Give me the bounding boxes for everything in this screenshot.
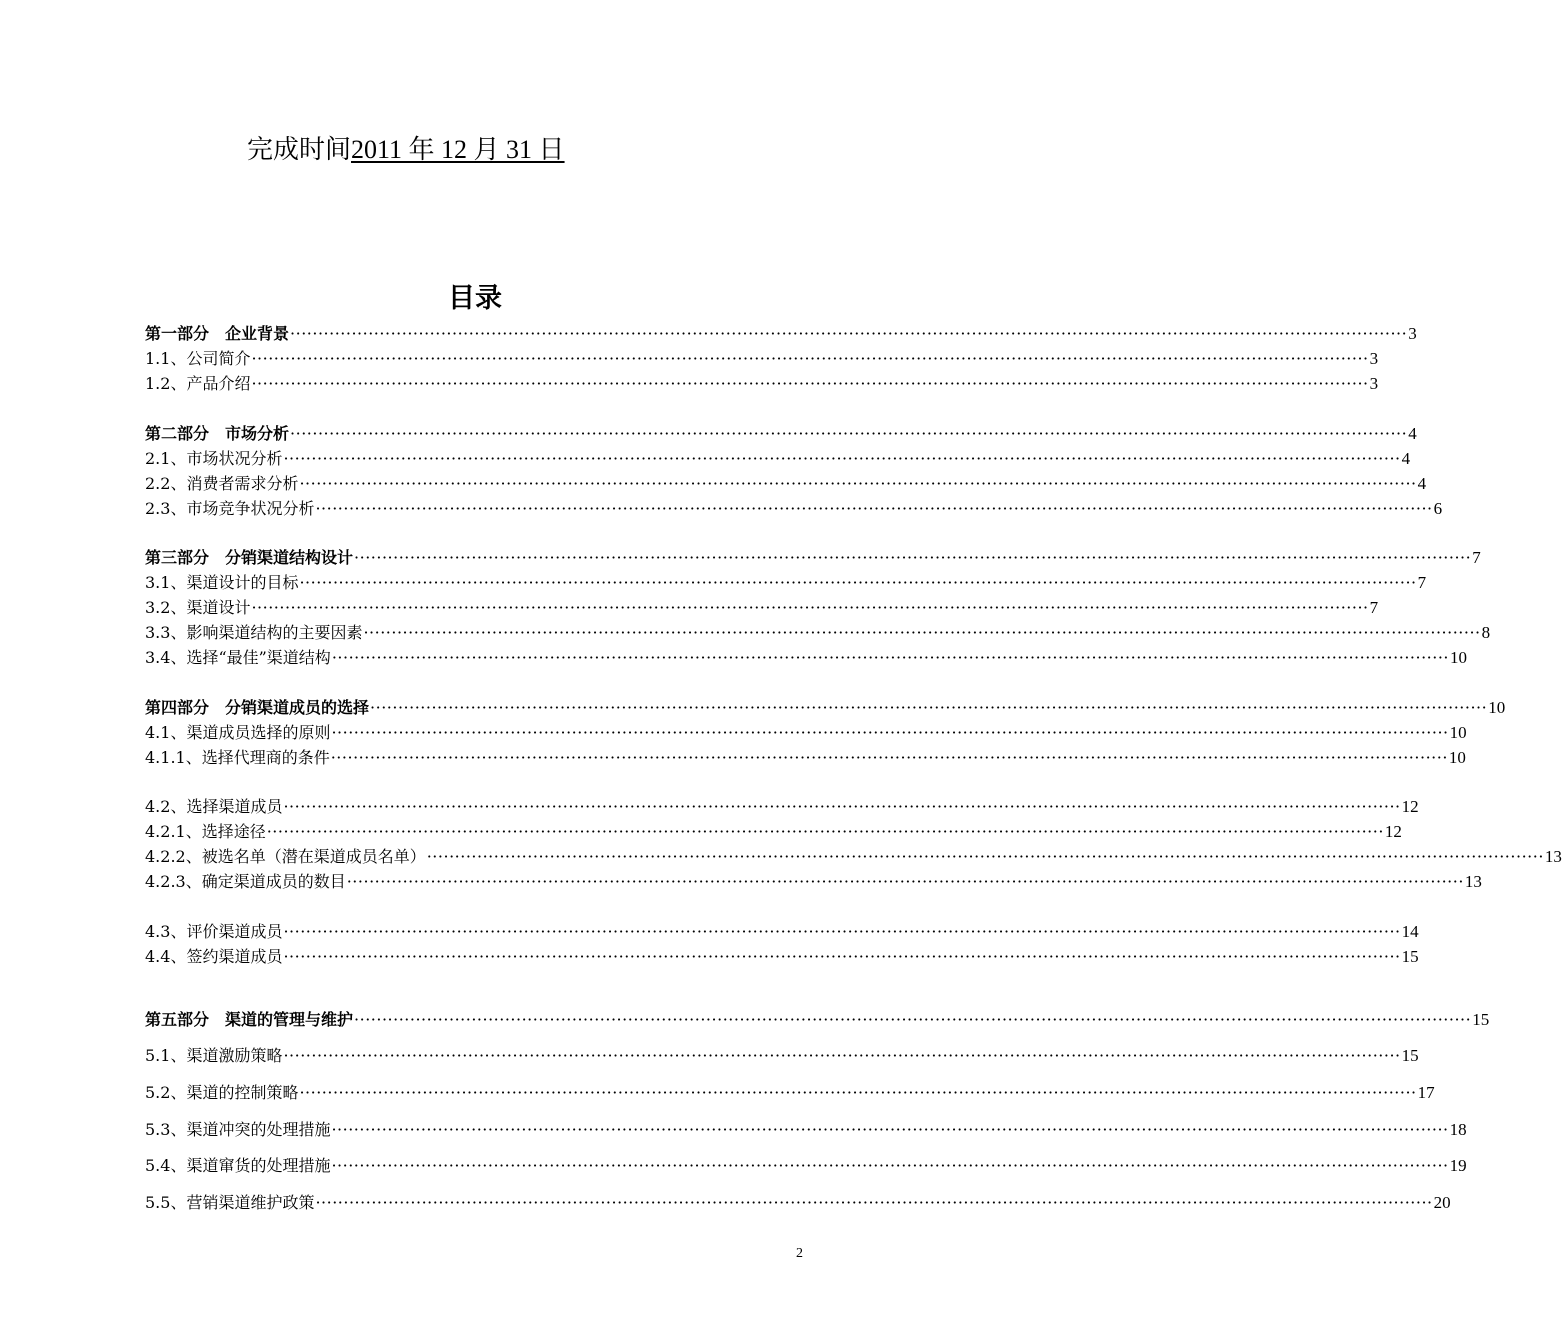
toc-page-number: 8	[1481, 623, 1491, 642]
toc-page-number: 13	[1544, 847, 1562, 866]
toc-entry[interactable]: 2.2、消费者需求分析 ········································································································································································································ 4	[145, 474, 1427, 493]
completion-date-value: 2011 年 12 月 31 日	[351, 135, 565, 164]
toc-entry[interactable]: 第一部分 企业背景 ········································································································································································································ 3	[145, 324, 1417, 343]
toc-page-number: 4	[1401, 449, 1411, 468]
toc-entry[interactable]: 4.1.1、选择代理商的条件 ········································································································································································································ 10	[145, 748, 1466, 767]
toc-leader-dots: ········································································································································································································	[354, 548, 1472, 567]
toc-page-number: 4	[1417, 474, 1427, 493]
toc-title: 目录	[448, 283, 502, 314]
toc-entry[interactable]: 2.3、市场竞争状况分析 ········································································································································································································ 6	[145, 499, 1443, 518]
toc-leader-dots: ········································································································································································································	[283, 1046, 1401, 1065]
toc-leader-dots: ········································································································································································································	[290, 324, 1408, 343]
toc-leader-dots: ········································································································································································································	[370, 698, 1488, 717]
toc-entry[interactable]: 3.2、渠道设计 ········································································································································································································ 7	[145, 598, 1379, 617]
toc-entry[interactable]: 2.1、市场状况分析 ········································································································································································································ 4	[145, 449, 1411, 468]
toc-entry[interactable]: 3.3、影响渠道结构的主要因素 ········································································································································································································ 8	[145, 623, 1491, 642]
toc-page-number: 6	[1433, 499, 1443, 518]
toc-leader-dots: ········································································································································································································	[331, 723, 1449, 742]
toc-entry[interactable]: 4.2.1、选择途径 ········································································································································································································ 12	[145, 822, 1402, 841]
toc-leader-dots: ········································································································································································································	[251, 374, 1369, 393]
toc-entry[interactable]: 4.4、签约渠道成员 ········································································································································································································ 15	[145, 947, 1419, 966]
toc-entry[interactable]: 第四部分 分销渠道成员的选择 ········································································································································································································ 10	[145, 698, 1506, 717]
toc-leader-dots: ········································································································································································································	[266, 822, 1384, 841]
toc-leader-dots: ········································································································································································································	[299, 474, 1417, 493]
toc-page-number: 18	[1449, 1120, 1467, 1139]
toc-leader-dots: ········································································································································································································	[251, 349, 1369, 368]
toc-entry[interactable]: 4.2.2、被选名单（潜在渠道成员名单） ········································································································································································································ 13	[145, 847, 1562, 866]
toc-leader-dots: ········································································································································································································	[315, 499, 1433, 518]
toc-entry[interactable]: 4.3、评价渠道成员 ········································································································································································································ 14	[145, 922, 1419, 941]
toc-page-number: 12	[1401, 797, 1419, 816]
toc-entry[interactable]: 4.1、渠道成员选择的原则 ········································································································································································································ 10	[145, 723, 1467, 742]
toc-page-number: 10	[1488, 698, 1506, 717]
toc-leader-dots: ········································································································································································································	[283, 947, 1401, 966]
toc-entry[interactable]: 5.4、渠道窜货的处理措施 ········································································································································································································ 19	[145, 1156, 1467, 1175]
toc-entry[interactable]: 1.1、公司简介 ········································································································································································································ 3	[145, 349, 1379, 368]
toc-page-number: 15	[1401, 947, 1419, 966]
toc-leader-dots: ········································································································································································································	[426, 847, 1544, 866]
toc-leader-dots: ········································································································································································································	[283, 797, 1401, 816]
toc-page-number: 7	[1417, 573, 1427, 592]
toc-page-number: 17	[1417, 1083, 1435, 1102]
completion-label: 完成时间	[247, 135, 352, 165]
toc-entry[interactable]: 5.3、渠道冲突的处理措施 ········································································································································································································ 18	[145, 1120, 1467, 1139]
toc-entry[interactable]: 3.4、选择“最佳”渠道结构 ········································································································································································································ 10	[145, 648, 1467, 667]
toc-page-number: 10	[1448, 748, 1466, 767]
toc-leader-dots: ········································································································································································································	[299, 1083, 1417, 1102]
toc-leader-dots: ········································································································································································································	[331, 648, 1449, 667]
toc-leader-dots: ········································································································································································································	[330, 748, 1448, 767]
toc-page-number: 10	[1450, 648, 1467, 667]
toc-entry[interactable]: 第三部分 分销渠道结构设计 ········································································································································································································ 7	[145, 548, 1481, 567]
toc-page-number: 14	[1401, 922, 1419, 941]
toc-page-number: 3	[1408, 324, 1417, 343]
toc-entry[interactable]: 3.1、渠道设计的目标 ········································································································································································································ 7	[145, 573, 1427, 592]
toc-leader-dots: ········································································································································································································	[251, 598, 1369, 617]
toc-entry[interactable]: 4.2、选择渠道成员 ········································································································································································································ 12	[145, 797, 1419, 816]
toc-entry[interactable]: 1.2、产品介绍 ········································································································································································································ 3	[145, 374, 1379, 393]
toc-leader-dots: ········································································································································································································	[354, 1010, 1472, 1029]
toc-entry[interactable]: 4.2.3、确定渠道成员的数目 ········································································································································································································ 13	[145, 872, 1482, 891]
toc-leader-dots: ········································································································································································································	[283, 922, 1401, 941]
toc-page-number: 4	[1408, 424, 1417, 443]
toc-entry[interactable]: 第二部分 市场分析 ········································································································································································································ 4	[145, 424, 1417, 443]
toc-page-number: 7	[1472, 548, 1481, 567]
toc-page-number: 3	[1369, 349, 1379, 368]
toc-leader-dots: ········································································································································································································	[346, 872, 1464, 891]
toc-page-number: 13	[1464, 872, 1482, 891]
toc-page-number: 15	[1472, 1010, 1490, 1029]
toc-page-number: 15	[1401, 1046, 1419, 1065]
toc-leader-dots: ········································································································································································································	[283, 449, 1401, 468]
toc-leader-dots: ········································································································································································································	[363, 623, 1481, 642]
toc-entry[interactable]: 5.1、渠道激励策略 ········································································································································································································ 15	[145, 1046, 1419, 1065]
toc-entry[interactable]: 5.2、渠道的控制策略 ········································································································································································································ 17	[145, 1083, 1435, 1102]
toc-leader-dots: ········································································································································································································	[315, 1193, 1433, 1212]
toc-page-number: 19	[1449, 1156, 1467, 1175]
toc-page-number: 12	[1384, 822, 1402, 841]
toc-entry[interactable]: 5.5、营销渠道维护政策 ········································································································································································································ 20	[145, 1193, 1451, 1212]
footer-page-number: 2	[796, 1246, 803, 1261]
toc-leader-dots: ········································································································································································································	[331, 1120, 1449, 1139]
toc-page-number: 7	[1369, 598, 1379, 617]
toc-leader-dots: ········································································································································································································	[331, 1156, 1449, 1175]
toc-entry[interactable]: 第五部分 渠道的管理与维护 ········································································································································································································ 15	[145, 1010, 1490, 1029]
completion-date-line	[247, 132, 646, 168]
toc-leader-dots: ········································································································································································································	[299, 573, 1417, 592]
toc-page-number: 20	[1433, 1193, 1451, 1212]
toc-leader-dots: ········································································································································································································	[290, 424, 1408, 443]
toc-page-number: 10	[1449, 723, 1467, 742]
toc-page-number: 3	[1369, 374, 1379, 393]
